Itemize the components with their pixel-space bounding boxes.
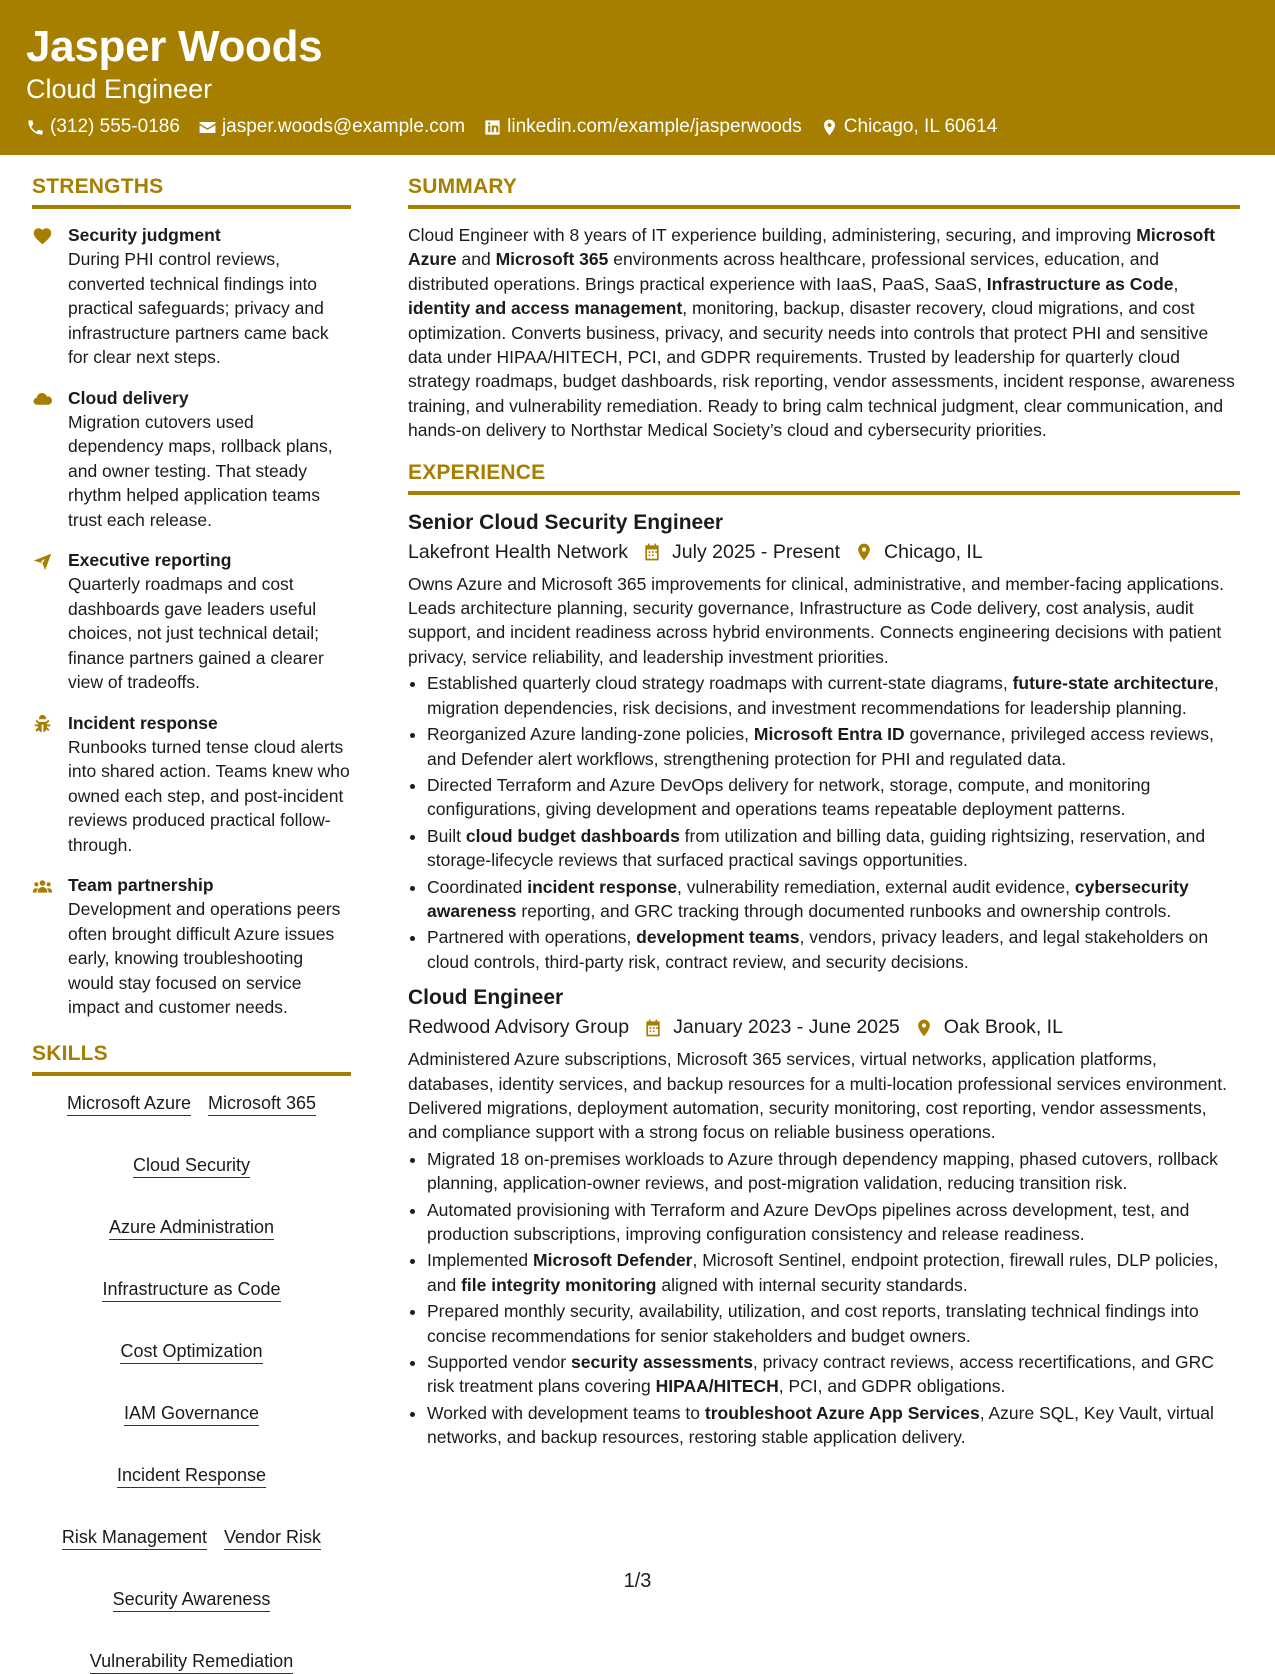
- strength-description: Quarterly roadmaps and cost dashboards gave leaders useful choices, not just technical detail; finance partners gained a clearer view of tradeoffs.: [68, 574, 324, 692]
- job-bullet: • Built cloud budget dashboards from utilization and billing data, guiding rightsizing, reservation, and storage-lifecycle reviews that surfaced practical savings opportunities.: [427, 824, 1240, 873]
- skill-tag: Vulnerability Remediation: [90, 1650, 293, 1674]
- job-bullet: • Migrated 18 on-premises workloads to Azure through dependency mapping, phased cutovers, rollback planning, application-owner reviews, and post-migration validation, reducing transition risk.: [427, 1147, 1240, 1196]
- strength-description: Migration cutovers used dependency maps, rollback plans, and owner testing. That steady rhythm helped application teams trust each release.: [68, 411, 333, 530]
- strength-title: Incident response: [68, 712, 218, 733]
- heart-icon: [32, 226, 53, 247]
- strength-title: Cloud delivery: [68, 387, 189, 408]
- job-description: Owns Azure and Microsoft 365 improvements for clinical, administrative, and member-facing applications. Leads architecture planning, security governance, Infrastructure as Code delivery, cost analysis, audit support, and incident readiness across hybrid environments. Connects engineering decisions with patient privacy, service reliability, and leadership investment priorities.: [408, 573, 1225, 667]
- contact-email[interactable]: [198, 116, 465, 138]
- job-bullets: [408, 1147, 1240, 1450]
- job-bullet: • Reorganized Azure landing-zone policies, Microsoft Entra ID governance, privileged access reviews, and Defender alert workflows, strengthening protection for PHI and regulated data.: [427, 722, 1240, 771]
- job-bullet: • Worked with development teams to troubleshoot Azure App Services, Azure SQL, Key Vault, virtual networks, and backup resources, restoring stable application delivery.: [427, 1401, 1240, 1450]
- job-bullet: • Supported vendor security assessments, privacy contract reviews, access recertifications, and GRC risk treatment plans covering HIPAA/HITECH, PCI, and GDPR obligations.: [427, 1350, 1240, 1399]
- job-entry: [408, 984, 1240, 1450]
- job-bullet: • Directed Terraform and Azure DevOps delivery for network, storage, compute, and monitoring configurations, giving development and operations teams repeatable deployment patterns.: [427, 773, 1240, 822]
- job-meta: [408, 1016, 1240, 1039]
- strength-item: [32, 223, 351, 370]
- strength-description: Development and operations peers often brought difficult Azure issues early, knowing troubleshooting would stay focused on service impact and customer needs.: [68, 899, 341, 1017]
- skills-heading: SKILLS: [32, 1042, 351, 1076]
- job-description: Administered Azure subscriptions, Microsoft 365 services, virtual networks, application platforms, databases, identity services, and backup resources for a multi-location professional services environment. Delivered migrations, deployment automation, security monitoring, cost reporting, vendor assessments, and compliance support with a strong focus on reliable business operations.: [408, 1049, 1228, 1143]
- cloud-icon: [32, 389, 53, 410]
- job-bullet: • Implemented Microsoft Defender, Microsoft Sentinel, endpoint protection, firewall rules, DLP policies, and file integrity monitoring aligned with internal security standards.: [427, 1248, 1240, 1297]
- job-location: Oak Brook, IL: [943, 1016, 1063, 1039]
- job-company: Lakefront Health Network: [408, 540, 629, 563]
- job-bullet: • Prepared monthly security, availability, utilization, and cost reports, translating technical findings into concise recommendations for senior stakeholders and budget owners.: [427, 1299, 1240, 1348]
- summary-text: Cloud Engineer with 8 years of IT experience building, administering, securing, and improving Microsoft Azure and Microsoft 365 environments across healthcare, professional services, education, and distributed operations. Brings practical experience with IaaS, PaaS, SaaS, Infrastructure as Code, identity and access management, monitoring, backup, disaster recovery, cloud migrations, and cost optimization. Converts business, privacy, and security needs into controls that protect PHI and sensitive data under HIPAA/HITECH, PCI, and GDPR requirements. Trusted by leadership for quarterly cloud strategy roadmaps, budget dashboards, risk reporting, vendor assessments, incident response, awareness training, and vulnerability remediation. Ready to bring calm technical judgment, clear communication, and hands-on delivery to Northstar Medical Society’s cloud and cybersecurity priorities.: [408, 225, 1235, 441]
- skill-tag: Microsoft Azure: [67, 1092, 191, 1116]
- experience-heading: EXPERIENCE: [408, 461, 1240, 495]
- job-dates: July 2025 - Present: [672, 540, 841, 563]
- candidate-role: Cloud Engineer: [26, 74, 213, 104]
- job-location: Chicago, IL: [884, 540, 983, 563]
- strength-title: Executive reporting: [68, 550, 232, 570]
- job-entry: [408, 509, 1240, 975]
- job-title: Senior Cloud Security Engineer: [408, 510, 724, 534]
- skill-tag: IAM Governance: [124, 1402, 259, 1426]
- strength-item: [32, 873, 351, 1020]
- job-bullet: • Automated provisioning with Terraform and Azure DevOps pipelines across development, test, and production subscriptions, improving configuration consistency and release readiness.: [427, 1198, 1240, 1247]
- contact-bar: [26, 116, 997, 138]
- summary-heading: SUMMARY: [408, 175, 1240, 209]
- skill-tag: Incident Response: [117, 1464, 266, 1488]
- skill-tag: Cloud Security: [133, 1154, 250, 1178]
- calendar-icon: [642, 542, 662, 562]
- candidate-name: Jasper Woods: [26, 22, 323, 71]
- strength-title: Team partnership: [68, 875, 214, 895]
- skill-tag: Vendor Risk: [224, 1526, 321, 1550]
- job-company: Redwood Advisory Group: [408, 1016, 630, 1039]
- job-bullet: • Coordinated incident response, vulnerability remediation, external audit evidence, cybersecurity awareness reporting, and GRC tracking through documented runbooks and ownership controls.: [427, 875, 1240, 924]
- users-icon: [32, 876, 53, 897]
- job-dates: January 2023 - June 2025: [673, 1016, 900, 1039]
- strength-description: During PHI control reviews, converted technical findings into practical safeguards; privacy and infrastructure partners came back for clear next steps.: [68, 249, 329, 367]
- left-column: [32, 175, 351, 1674]
- job-bullets: [408, 671, 1240, 974]
- skill-tag: Risk Management: [62, 1526, 207, 1550]
- calendar-icon: [643, 1018, 663, 1038]
- contact-linkedin[interactable]: [483, 116, 802, 138]
- contact-phone[interactable]: [26, 116, 180, 138]
- job-bullet: • Partnered with operations, development teams, vendors, privacy leaders, and legal stakeholders on cloud controls, third-party risk, contract review, and security decisions.: [427, 925, 1240, 974]
- skill-tag: Cost Optimization: [120, 1340, 262, 1364]
- map-pin-icon: [820, 118, 839, 137]
- strength-item: [32, 386, 351, 533]
- page-number: 1/3: [623, 1570, 652, 1592]
- envelope-icon: [198, 118, 217, 137]
- map-pin-icon: [854, 542, 874, 562]
- strength-item: [32, 548, 351, 695]
- job-title: Cloud Engineer: [408, 986, 564, 1010]
- contact-email-text: jasper.woods@example.com: [221, 116, 466, 137]
- resume-header: [0, 0, 1275, 155]
- skill-tag: Infrastructure as Code: [102, 1278, 280, 1302]
- skill-tag: Security Awareness: [113, 1588, 271, 1612]
- skill-tag: Microsoft 365: [208, 1092, 316, 1116]
- map-pin-icon: [914, 1018, 934, 1038]
- phone-icon: [26, 118, 45, 137]
- contact-phone-text: (312) 555-0186: [50, 116, 180, 137]
- strengths-heading: STRENGTHS: [32, 175, 351, 209]
- bug-icon: [32, 714, 53, 735]
- strength-item: [32, 711, 351, 858]
- job-bullet: • Established quarterly cloud strategy roadmaps with current-state diagrams, future-state architecture, migration dependencies, risk decisions, and investment recommendations for leadership planning.: [427, 671, 1240, 720]
- paper-plane-icon: [32, 551, 53, 572]
- strength-title: Security judgment: [68, 225, 221, 245]
- contact-linkedin-text: linkedin.com/example/jasperwoods: [507, 116, 802, 137]
- strength-description: Runbooks turned tense cloud alerts into shared action. Teams knew who owned each step, and post-incident reviews produced practical follow-through.: [68, 736, 350, 855]
- right-column: [408, 175, 1240, 1452]
- contact-location-text: Chicago, IL 60614: [843, 116, 998, 137]
- linkedin-icon: [483, 118, 502, 137]
- job-meta: [408, 541, 1240, 564]
- skill-tag: Azure Administration: [109, 1216, 274, 1240]
- contact-location: [820, 116, 998, 138]
